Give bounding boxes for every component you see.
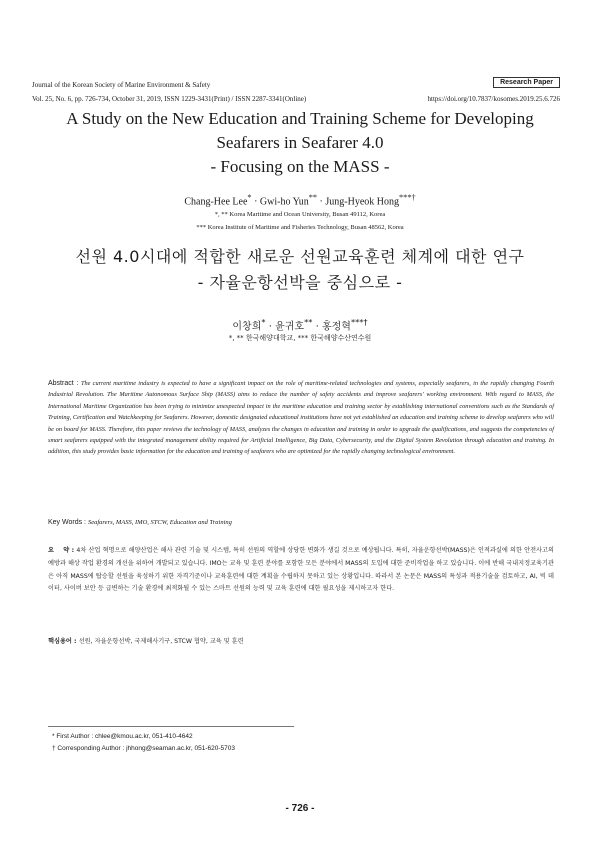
author-name: Jung-Hyeok Hong [325, 196, 399, 208]
author-mark: * [261, 317, 266, 327]
footnote-first-author: * First Author : chlee@kmou.ac.kr, 051-410-4642 [52, 733, 193, 740]
korean-abstract-text: 4차 산업 혁명으로 해양산업은 해사 관련 기술 및 시스템, 특히 선원의 역할에 상당한 변화가 생길 것으로 예상됩니다. 특히, 자율운항선박(MASS)은 인적과실에 의한 안전사고의 예방과 해상 작업 환경의 개선을 위하여 개발되고 있습니다. IMO는 교육 및 훈련 분야를 포함한 모든 분야에서 MASS의 도입에 대한 준비작업을 하고 있습니다. 이에 반해 국내지정교육기관은 아직 MASS에 탑승할 선원을 육성하기 위한 자격기준이나 교육훈련에 대한 계획을 수립하지 못하고 있는 상황입니다. 따라서 본 논문은 MASS의 특성과 적용기술을 검토하고, AI, 빅 데이터, 사이버 보안 등 급변하는 기술 환경에 최적화될 수 있는 스마트 선원의 능력 및 교육 훈련에 대한 필요성을 제시하고자 한다. [48, 547, 554, 593]
author-name: 이창희 [232, 321, 262, 333]
author-name: Chang-Hee Lee [184, 196, 248, 208]
author-separator: · [265, 321, 276, 333]
author-mark: ***† [398, 193, 416, 202]
korean-keywords-text: 선원, 자율운항선박, 국제해사기구, STCW 협약, 교육 및 훈련 [78, 638, 244, 645]
korean-authors [20, 317, 580, 332]
english-subtitle: - Focusing on the MASS - [210, 157, 390, 176]
korean-title [20, 244, 580, 296]
paper-type-badge: Research Paper [493, 77, 560, 88]
english-title [20, 107, 580, 179]
korean-keywords-label: 핵심용어 : [48, 638, 79, 645]
volume-info: Vol. 25, No. 6, pp. 726-734, October 31, 2019, ISSN 1229-3431(Print) / ISSN 2287-3341(Online) [32, 95, 307, 103]
korean-keywords [48, 636, 554, 645]
abstract [48, 378, 554, 458]
keywords-label: Key Words : [48, 519, 88, 526]
korean-subtitle: - 자율운항선박을 중심으로 - [197, 273, 403, 292]
author-separator: · [317, 196, 326, 208]
english-affiliation: *** Korea Institute of Maritime and Fisheries Technology, Busan 48562, Korea [196, 224, 404, 231]
author-mark: * [247, 193, 252, 202]
korean-abstract-label: 요 약 : [48, 547, 77, 554]
author-mark: ** [304, 317, 313, 327]
author-mark: ** [308, 193, 318, 202]
abstract-text: The current maritime industry is expected to have a significant impact on the role of maritime-related technologies and systems, especially seafarers, in the rapidly changing Fourth Industrial Revolution. The Maritime Autonomous Surface Ship (MASS) aims to reduce the number of safety accidents and improve seafarers' working environment. With regard to MASS, the International Maritime Organization has been trying to minimize unexpected impact in the maritime education and training sector by establishing international conventions such as the Standards of Training, Certification and Watchkeeping for Seafarers. However, domestic designated educational institutions have not yet established an education and training scheme to develop seafarers who will be on board for MASS. Therefore, this paper reviews the technology of MASS, analyzes the changes in education and training in order to upgrade the qualifications, and suggests the competencies of smart seafarers equipped with the integrated management ability required for Artificial Intelligence, Big Data, Cybersecurity, and the Digital System Revolution through education and training. In addition, this study provides basic information for the education and training of seafarers who are optimized for the rapidly changing technological environment. [48, 380, 554, 456]
korean-abstract [48, 545, 554, 596]
author-separator: · [312, 321, 322, 333]
doi-link[interactable]: https://doi.org/10.7837/kosomes.2019.25.6.726 [427, 95, 560, 103]
korean-title-line: 선원 4.0시대에 적합한 새로운 선원교육훈련 체계에 대한 연구 [75, 247, 525, 266]
english-title-line: Seafarers in Seafarer 4.0 [216, 133, 384, 152]
author-mark: ***† [350, 317, 368, 327]
english-authors [20, 193, 580, 207]
english-affiliation: *, ** Korea Maritime and Ocean University, Busan 49112, Korea [214, 211, 386, 218]
english-title-line: A Study on the New Education and Training Scheme for Developing [66, 109, 534, 128]
abstract-label: Abstract : [48, 380, 81, 387]
keywords-text: Seafarers, MASS, IMO, STCW, Education and Training [87, 519, 232, 526]
journal-name: Journal of the Korean Society of Marine Environment & Safety [32, 81, 211, 89]
author-name: 홍정혁 [321, 321, 351, 333]
footnote-divider [48, 726, 294, 727]
keywords [48, 519, 554, 526]
page-number: - 726 - [285, 803, 315, 814]
author-name: Gwi-ho Yun [259, 196, 309, 208]
footnote-corresponding-author: † Corresponding Author : jhhong@seaman.ac.kr, 051-620-5703 [52, 745, 235, 752]
korean-affiliation: *, ** 한국해양대학교, *** 한국해양수산연수원 [228, 334, 372, 342]
author-separator: · [251, 196, 260, 208]
author-name: 윤귀호 [275, 321, 305, 333]
